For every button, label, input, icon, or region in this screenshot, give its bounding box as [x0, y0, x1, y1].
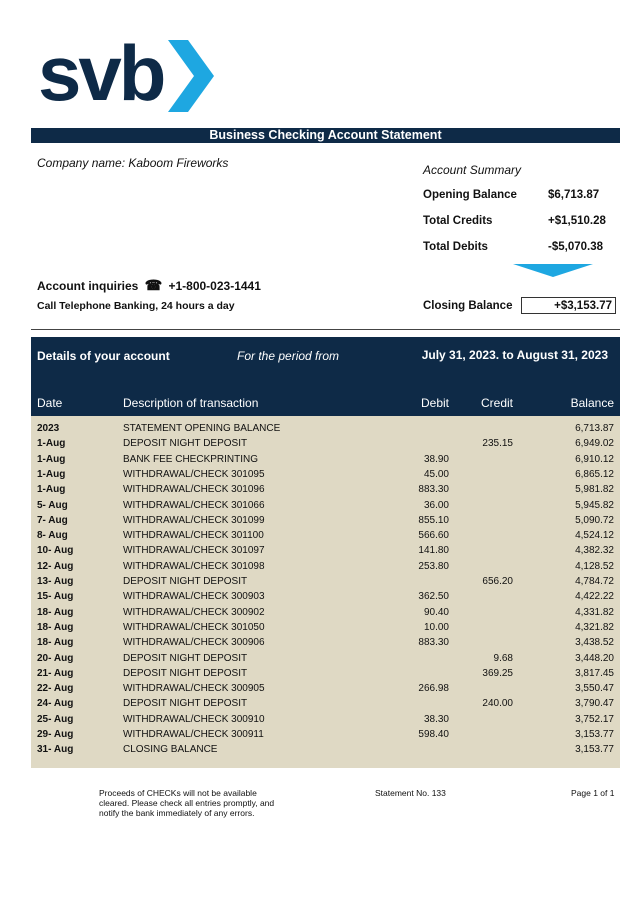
column-header-date: Date: [37, 396, 63, 410]
opening-balance-label: Opening Balance: [423, 189, 517, 201]
table-row: [31, 559, 620, 574]
row-debit: 141.80: [418, 545, 449, 557]
row-balance: 4,331.82: [575, 606, 614, 618]
opening-balance-value: $6,713.87: [548, 189, 600, 201]
row-description: WITHDRAWAL/CHECK 300902: [123, 606, 265, 618]
row-description: WITHDRAWAL/CHECK 301100: [123, 530, 264, 542]
row-date: 1-Aug: [37, 453, 66, 465]
row-date: 7- Aug: [37, 514, 68, 526]
svb-logo: [38, 34, 218, 116]
row-debit: 266.98: [418, 683, 449, 695]
row-balance: 3,153.77: [575, 729, 614, 740]
row-date: 12- Aug: [37, 560, 74, 572]
total-debits-value: -$5,070.38: [548, 241, 603, 253]
row-description: WITHDRAWAL/CHECK 301096: [123, 484, 265, 496]
row-debit: 566.60: [418, 530, 449, 542]
footer-notice-line: cleared. Please check all entries promptly, and: [99, 798, 275, 808]
row-description: WITHDRAWAL/CHECK 300911: [123, 729, 264, 740]
row-description: WITHDRAWAL/CHECK 301066: [123, 499, 265, 511]
column-header-debit: Debit: [420, 396, 449, 410]
table-row: [31, 651, 620, 666]
row-debit: 38.30: [423, 713, 449, 725]
row-debit: 883.30: [418, 484, 449, 496]
row-description: WITHDRAWAL/CHECK 300910: [123, 713, 265, 725]
table-row: [31, 696, 620, 711]
row-credit: 9.68: [493, 652, 513, 664]
row-debit: 38.90: [423, 453, 449, 465]
row-balance: 5,945.82: [575, 499, 614, 511]
company-name: Company name: Kaboom Fireworks: [37, 156, 229, 170]
row-balance: 3,790.47: [575, 698, 614, 710]
table-row: [31, 452, 620, 467]
row-description: DEPOSIT NIGHT DEPOSIT: [123, 652, 248, 664]
column-header-description: Description of transaction: [123, 396, 259, 410]
logo-text: svb: [38, 34, 164, 116]
table-row: [31, 513, 620, 528]
period-label: For the period from: [237, 349, 340, 363]
row-credit: 235.15: [482, 438, 513, 450]
page-number: Page 1 of 1: [571, 788, 615, 798]
divider: [31, 329, 620, 330]
total-credits-value: +$1,510.28: [548, 215, 606, 227]
row-balance: 3,438.52: [575, 637, 614, 649]
row-description: WITHDRAWAL/CHECK 300906: [123, 637, 265, 649]
row-balance: 3,550.47: [575, 683, 614, 695]
table-row: [31, 543, 620, 558]
row-description: CLOSING BALANCE: [123, 744, 218, 756]
row-description: DEPOSIT NIGHT DEPOSIT: [123, 698, 248, 710]
row-balance: 4,321.82: [575, 621, 614, 633]
table-row: [31, 498, 620, 513]
row-date: 13- Aug: [37, 576, 74, 587]
row-date: 20- Aug: [37, 652, 74, 664]
row-description: WITHDRAWAL/CHECK 301098: [123, 560, 265, 572]
row-balance: 3,448.20: [575, 652, 614, 664]
row-credit: 240.00: [482, 698, 513, 710]
row-date: 18- Aug: [37, 621, 74, 633]
table-row: [31, 620, 620, 635]
table-row: [31, 681, 620, 696]
row-date: 22- Aug: [37, 683, 74, 695]
transactions-table: [31, 416, 620, 768]
table-row: [31, 482, 620, 497]
phone-number: +1-800-023-1441: [168, 279, 261, 293]
telephone-banking-note: Call Telephone Banking, 24 hours a day: [37, 300, 235, 312]
row-description: WITHDRAWAL/CHECK 301095: [123, 468, 265, 480]
details-heading: Details of your account: [37, 349, 170, 363]
phone-icon: ☎: [144, 277, 163, 293]
row-debit: 883.30: [418, 637, 449, 649]
total-credits-label: Total Credits: [423, 215, 493, 227]
row-balance: 4,422.22: [575, 591, 614, 603]
row-date: 31- Aug: [37, 744, 74, 756]
row-date: 18- Aug: [37, 606, 74, 618]
column-header-credit: Credit: [480, 396, 513, 410]
row-balance: 5,090.72: [575, 514, 614, 526]
row-debit: 253.80: [418, 560, 449, 572]
row-date: 21- Aug: [37, 667, 74, 679]
row-date: 18- Aug: [37, 637, 74, 649]
column-header-balance: Balance: [570, 396, 614, 410]
account-summary-heading: Account Summary: [423, 163, 522, 177]
row-credit: 369.25: [482, 667, 513, 679]
table-row: [31, 712, 620, 727]
row-balance: 6,910.12: [575, 453, 614, 465]
row-date: 25- Aug: [37, 713, 74, 725]
table-row: [31, 467, 620, 482]
row-date: 2023: [37, 423, 60, 434]
row-description: WITHDRAWAL/CHECK 301050: [123, 621, 265, 633]
table-row: [31, 742, 620, 757]
row-date: 10- Aug: [37, 545, 74, 557]
footer-notice: [99, 788, 274, 818]
row-balance: 6,949.02: [575, 438, 614, 450]
period-dates: July 31, 2023. to August 31, 2023: [421, 348, 608, 362]
row-balance: 6,865.12: [575, 468, 614, 480]
row-balance: 5,981.82: [575, 484, 614, 496]
account-inquiries-label: Account inquiries: [37, 279, 139, 293]
row-description: DEPOSIT NIGHT DEPOSIT: [123, 667, 248, 679]
table-row: [31, 589, 620, 604]
row-description: STATEMENT OPENING BALANCE: [123, 423, 281, 434]
row-debit: 45.00: [423, 468, 449, 480]
row-date: 24- Aug: [37, 698, 74, 710]
row-balance: 4,784.72: [575, 576, 614, 587]
row-date: 29- Aug: [37, 729, 74, 740]
row-debit: 598.40: [418, 729, 449, 740]
table-row: [31, 528, 620, 543]
row-description: WITHDRAWAL/CHECK 301099: [123, 514, 265, 526]
row-date: 5- Aug: [37, 499, 68, 511]
row-description: BANK FEE CHECKPRINTING: [123, 453, 259, 465]
table-row: [31, 421, 620, 436]
row-balance: 4,524.12: [575, 530, 614, 542]
row-description: WITHDRAWAL/CHECK 300903: [123, 591, 265, 603]
table-row: [31, 574, 620, 589]
footer-notice-line: Proceeds of CHECKs will not be available: [99, 788, 257, 798]
row-description: WITHDRAWAL/CHECK 301097: [123, 545, 265, 557]
row-description: DEPOSIT NIGHT DEPOSIT: [123, 438, 248, 450]
row-balance: 3,153.77: [575, 744, 614, 756]
chevron-right-icon: [168, 40, 214, 112]
row-debit: 36.00: [423, 499, 449, 511]
row-date: 1-Aug: [37, 438, 66, 450]
row-date: 15- Aug: [37, 591, 74, 603]
closing-balance-label: Closing Balance: [423, 300, 513, 312]
account-inquiries: [37, 277, 261, 294]
row-date: 1-Aug: [37, 468, 66, 480]
table-row: [31, 635, 620, 650]
statement-number: Statement No. 133: [375, 788, 446, 798]
row-date: 8- Aug: [37, 530, 68, 542]
table-row: [31, 436, 620, 451]
row-balance: 3,752.17: [575, 713, 614, 725]
row-balance: 3,817.45: [575, 667, 614, 679]
row-debit: 10.00: [423, 621, 449, 633]
statement-title: Business Checking Account Statement: [31, 128, 620, 143]
row-credit: 656.20: [482, 576, 513, 587]
row-balance: 4,382.32: [575, 545, 614, 557]
row-balance: 6,713.87: [575, 423, 614, 434]
row-date: 1-Aug: [37, 484, 66, 496]
table-row: [31, 605, 620, 620]
row-balance: 4,128.52: [575, 560, 614, 572]
row-debit: 855.10: [418, 514, 449, 526]
arrow-down-icon: [513, 264, 593, 277]
total-debits-label: Total Debits: [423, 241, 488, 253]
closing-balance-value: +$3,153.77: [521, 297, 616, 314]
row-description: DEPOSIT NIGHT DEPOSIT: [123, 576, 248, 587]
row-description: WITHDRAWAL/CHECK 300905: [123, 683, 265, 695]
table-row: [31, 666, 620, 681]
row-debit: 362.50: [418, 591, 449, 603]
row-debit: 90.40: [423, 606, 449, 618]
details-header-panel: [31, 337, 620, 416]
table-row: [31, 727, 620, 742]
footer-notice-line: notify the bank immediately of any errors.: [99, 808, 255, 818]
